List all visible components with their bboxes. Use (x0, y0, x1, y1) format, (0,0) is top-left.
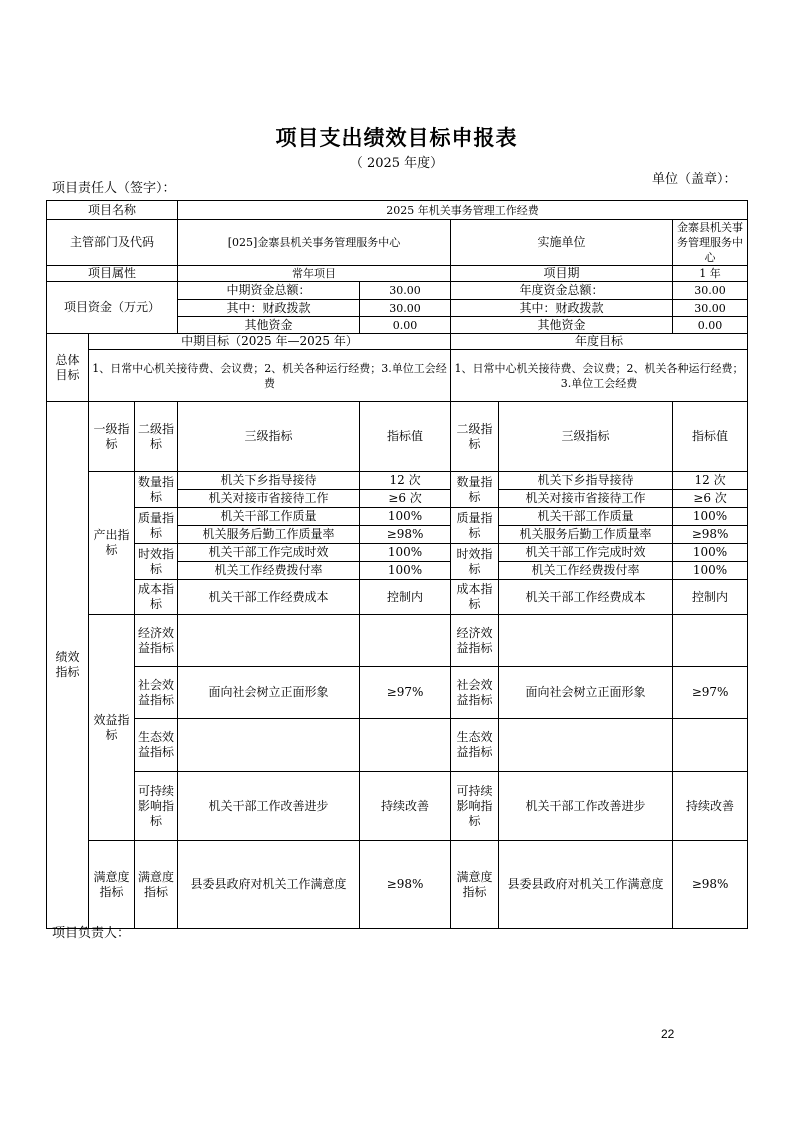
su1-value: 持续改善 (360, 772, 451, 841)
overall-goal-label: 总体目标 (47, 334, 89, 402)
mid-goal-header: 中期目标（2025 年—2025 年） (89, 334, 451, 350)
year-goal-text: 1、日常中心机关接待费、会议费；2、机关各种运行经费；3.单位工会经费 (451, 350, 748, 402)
mid-fiscal-value: 30.00 (360, 300, 451, 317)
ecological-value-annual (673, 719, 748, 772)
q1-name-annual: 机关下乡指导接待 (499, 472, 673, 490)
level1-header: 一级指标 (89, 402, 135, 472)
dept-value: [025]金寨县机关事务管理服务中心 (178, 220, 451, 266)
mid-total-value: 30.00 (360, 282, 451, 300)
impl-value: 金寨县机关事务管理服务中心 (673, 220, 748, 266)
s1-value-annual: ≥97% (673, 667, 748, 719)
ecological-value (360, 719, 451, 772)
t1-value: 100% (360, 544, 451, 562)
sat1-value-annual: ≥98% (673, 841, 748, 929)
t1-value-annual: 100% (673, 544, 748, 562)
satisfaction-sub-label: 满意度指标 (135, 841, 178, 929)
ql2-name-annual: 机关服务后勤工作质量率 (499, 526, 673, 544)
sustain-label-annual: 可持续影响指标 (451, 772, 499, 841)
impl-label: 实施单位 (451, 220, 673, 266)
level3-header-annual: 三级指标 (499, 402, 673, 472)
attr-label: 项目属性 (47, 266, 178, 282)
sat1-name-annual: 县委县政府对机关工作满意度 (499, 841, 673, 929)
value-header-annual: 指标值 (673, 402, 748, 472)
cost-label: 成本指标 (135, 580, 178, 615)
year-other-label: 其他资金 (451, 317, 673, 334)
q2-value: ≥6 次 (360, 490, 451, 508)
page-number: 22 (661, 1027, 675, 1041)
quality-label-annual: 质量指标 (451, 508, 499, 544)
sat1-name: 县委县政府对机关工作满意度 (178, 841, 360, 929)
period-value: 1 年 (673, 266, 748, 282)
ql2-name: 机关服务后勤工作质量率 (178, 526, 360, 544)
project-name-label: 项目名称 (47, 201, 178, 220)
ql2-value: ≥98% (360, 526, 451, 544)
ql1-value: 100% (360, 508, 451, 526)
ecological-name-annual (499, 719, 673, 772)
timeliness-label-annual: 时效指标 (451, 544, 499, 580)
indicators-label: 绩效指标 (47, 402, 89, 929)
performance-table (46, 200, 748, 929)
ql2-value-annual: ≥98% (673, 526, 748, 544)
c1-value-annual: 控制内 (673, 580, 748, 615)
mid-total-label: 中期资金总额： (178, 282, 360, 300)
satisfaction-indicator-label: 满意度指标 (89, 841, 135, 929)
project-name-value: 2025 年机关事务管理工作经费 (178, 201, 748, 220)
su1-value-annual: 持续改善 (673, 772, 748, 841)
economic-value-annual (673, 615, 748, 667)
s1-name-annual: 面向社会树立正面形象 (499, 667, 673, 719)
economic-label-annual: 经济效益指标 (451, 615, 499, 667)
mid-other-value: 0.00 (360, 317, 451, 334)
quantity-label-annual: 数量指标 (451, 472, 499, 508)
s1-name: 面向社会树立正面形象 (178, 667, 360, 719)
project-leader-label: 项目负责人： (52, 926, 131, 941)
social-label-annual: 社会效益指标 (451, 667, 499, 719)
social-label: 社会效益指标 (135, 667, 178, 719)
year-fiscal-label: 其中：财政拨款 (451, 300, 673, 317)
s1-value: ≥97% (360, 667, 451, 719)
period-label: 项目期 (451, 266, 673, 282)
q2-value-annual: ≥6 次 (673, 490, 748, 508)
year-total-value: 30.00 (673, 282, 748, 300)
quality-label: 质量指标 (135, 508, 178, 544)
ecological-name (178, 719, 360, 772)
quantity-label: 数量指标 (135, 472, 178, 508)
c1-value: 控制内 (360, 580, 451, 615)
economic-value (360, 615, 451, 667)
c1-name-annual: 机关干部工作经费成本 (499, 580, 673, 615)
mid-fiscal-label: 其中：财政拨款 (178, 300, 360, 317)
ecological-label-annual: 生态效益指标 (451, 719, 499, 772)
su1-name-annual: 机关干部工作改善进步 (499, 772, 673, 841)
dept-label: 主管部门及代码 (47, 220, 178, 266)
ql1-name: 机关干部工作质量 (178, 508, 360, 526)
output-indicator-label: 产出指标 (89, 472, 135, 615)
t2-value-annual: 100% (673, 562, 748, 580)
value-header: 指标值 (360, 402, 451, 472)
su1-name: 机关干部工作改善进步 (178, 772, 360, 841)
benefit-indicator-label: 效益指标 (89, 615, 135, 841)
q1-name: 机关下乡指导接待 (178, 472, 360, 490)
year-fiscal-value: 30.00 (673, 300, 748, 317)
t2-name-annual: 机关工作经费拨付率 (499, 562, 673, 580)
ecological-label: 生态效益指标 (135, 719, 178, 772)
t2-name: 机关工作经费拨付率 (178, 562, 360, 580)
t2-value: 100% (360, 562, 451, 580)
year-other-value: 0.00 (673, 317, 748, 334)
level2-header: 二级指标 (135, 402, 178, 472)
economic-name (178, 615, 360, 667)
mid-goal-text: 1、日常中心机关接待费、会议费；2、机关各种运行经费；3.单位工会经费 (89, 350, 451, 402)
sustain-label: 可持续影响指标 (135, 772, 178, 841)
year-goal-header: 年度目标 (451, 334, 748, 350)
q1-value: 12 次 (360, 472, 451, 490)
sat1-value: ≥98% (360, 841, 451, 929)
fiscal-year: （ 2025 年度） (349, 156, 444, 171)
ql1-value-annual: 100% (673, 508, 748, 526)
t1-name: 机关干部工作完成时效 (178, 544, 360, 562)
page-title: 项目支出绩效目标申报表 (275, 125, 518, 150)
year-total-label: 年度资金总额： (451, 282, 673, 300)
q2-name-annual: 机关对接市省接待工作 (499, 490, 673, 508)
q2-name: 机关对接市省接待工作 (178, 490, 360, 508)
t1-name-annual: 机关干部工作完成时效 (499, 544, 673, 562)
economic-name-annual (499, 615, 673, 667)
fund-label: 项目资金（万元） (47, 282, 178, 334)
c1-name: 机关干部工作经费成本 (178, 580, 360, 615)
mid-other-label: 其他资金 (178, 317, 360, 334)
q1-value-annual: 12 次 (673, 472, 748, 490)
unit-seal-label: 单位（盖章）： (652, 172, 737, 187)
timeliness-label: 时效指标 (135, 544, 178, 580)
attr-value: 常年项目 (178, 266, 451, 282)
economic-label: 经济效益指标 (135, 615, 178, 667)
level3-header: 三级指标 (178, 402, 360, 472)
responsible-person-label: 项目责任人（签字）： (52, 181, 176, 196)
ql1-name-annual: 机关干部工作质量 (499, 508, 673, 526)
cost-label-annual: 成本指标 (451, 580, 499, 615)
level2-header-annual: 二级指标 (451, 402, 499, 472)
satisfaction-sub-label-annual: 满意度指标 (451, 841, 499, 929)
